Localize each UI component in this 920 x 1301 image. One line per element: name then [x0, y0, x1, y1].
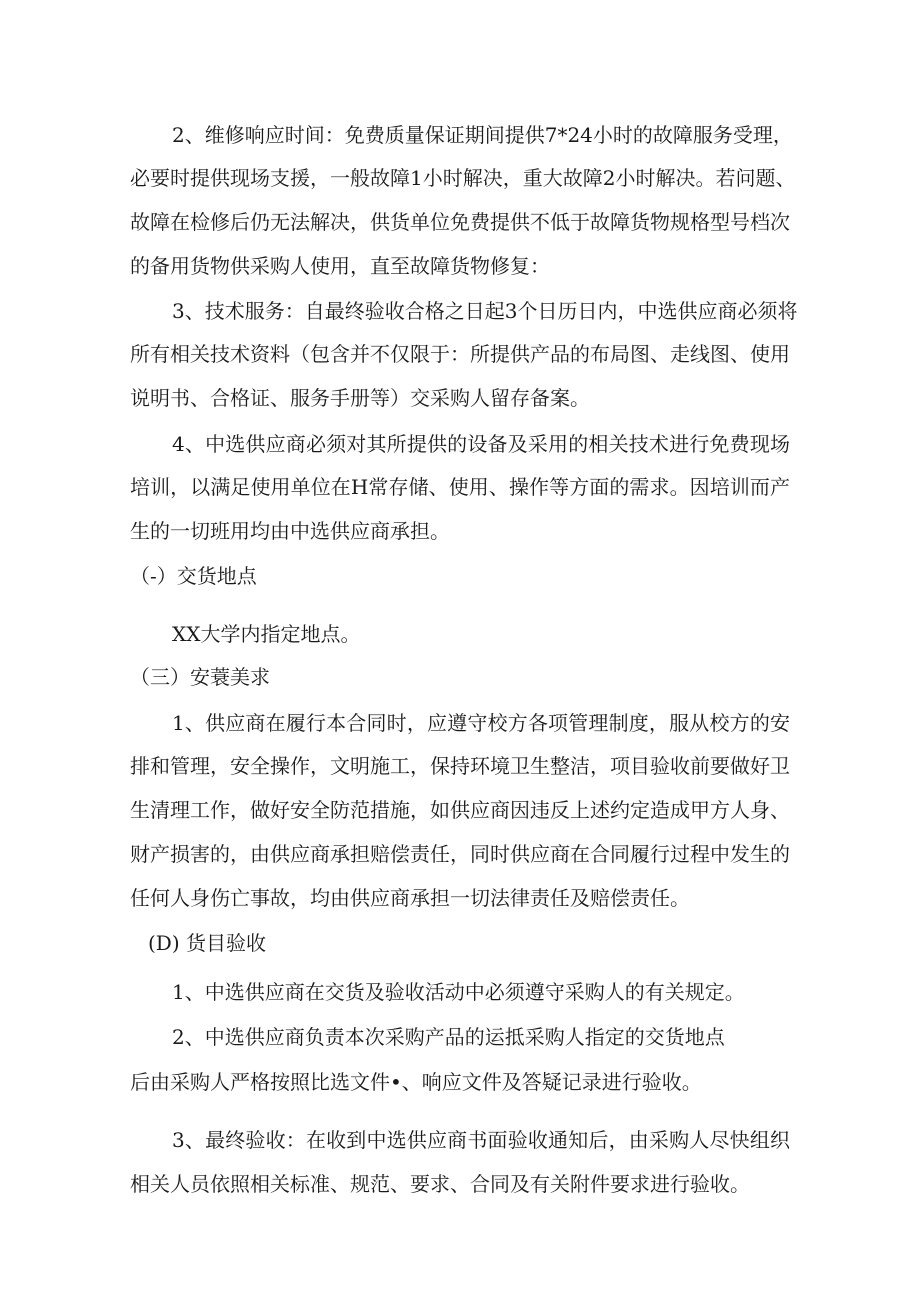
paragraph-line: 3、技术服务：自最终验收合格之日起3个日历日内，中选供应商必须将 — [172, 299, 798, 323]
paragraph-line: 任何人身伤亡事故，均由供应商承担一切法律责任及赔偿责任。 — [130, 886, 690, 910]
paragraph-line: 相关人员依照相关标准、规范、要求、合同及有关附件要求进行验收。 — [130, 1172, 750, 1196]
paragraph-line: 3、最终验收：在收到中选供应商书面验收通知后，由采购人尽快组织 — [172, 1128, 790, 1152]
paragraph-line: 1、供应商在履行本合同时，应遵守校方各项管理制度，服从校方的安 — [172, 711, 790, 735]
paragraph-line: 说明书、合格证、服务手册等）交采购人留存备案。 — [130, 386, 590, 410]
paragraph-line: 财产损害的，由供应商承担赔偿责任，同时供应商在合同履行过程中发生的 — [130, 842, 790, 866]
paragraph-line: 4、中选供应商必须对其所提供的设备及采用的相关技术进行免费现场 — [172, 432, 790, 456]
paragraph-line: 所有相关技术资料（包含并不仅限于：所提供产品的布局图、走线图、使用 — [130, 342, 790, 366]
paragraph-line: 1、中选供应商在交货及验收活动中必须遵守采购人的有关规定。 — [172, 980, 745, 1004]
section-heading: (D) 货目验收 — [148, 931, 266, 955]
paragraph-line: 培训，以满足使用单位在H常存储、使用、操作等方面的需求。因培训而产 — [130, 475, 790, 499]
paragraph-line: 后由采购人严格按照比选文件•、响应文件及答疑记录进行验收。 — [130, 1070, 702, 1094]
paragraph-line: 必要时提供现场支援，一般故障1小时解决，重大故障2小时解决。若问题、 — [130, 166, 796, 190]
section-heading: （-）交货地点 — [130, 564, 257, 588]
paragraph-line: 的备用货物供采购人使用，直至故障货物修复： — [130, 254, 550, 278]
paragraph-line: 故障在检修后仍无法解决，供货单位免费提供不低于故障货物规格型号档次 — [130, 210, 790, 234]
paragraph-line: 2、维修响应时间：免费质量保证期间提供7*24小时的故障服务受理， — [172, 123, 793, 147]
paragraph-line: 生的一切班用均由中选供应商承担。 — [130, 519, 450, 543]
paragraph-line: 2、中选供应商负责本次采购产品的运抵采购人指定的交货地点 — [172, 1025, 725, 1049]
section-heading: （三）安蓑美求 — [130, 665, 270, 689]
paragraph-line: 生清理工作，做好安全防范措施，如供应商因违反上述约定造成甲方人身、 — [130, 798, 790, 822]
paragraph-line: 排和管理，安全操作，文明施工，保持环境卫生整洁，项目验收前要做好卫 — [130, 754, 790, 778]
paragraph-line: XX大学内指定地点。 — [172, 622, 361, 646]
